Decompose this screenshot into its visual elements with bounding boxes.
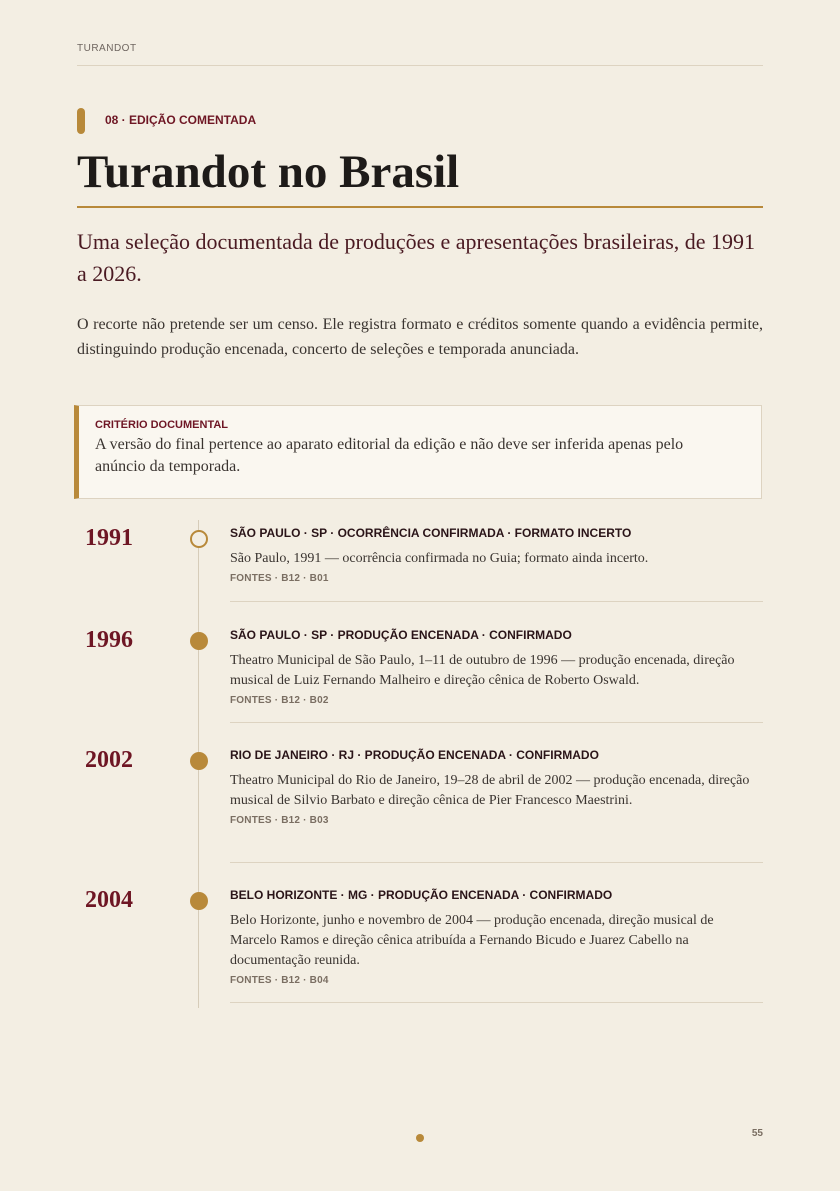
timeline-marker-hollow [190, 530, 208, 548]
event-description: São Paulo, 1991 — ocorrência confirmada no Guia; formato ainda incerto. [230, 551, 649, 566]
event-sources: FONTES · B12 · B02 [230, 695, 329, 706]
event-divider [230, 862, 763, 863]
event-year: 2004 [85, 887, 133, 913]
event-description: Theatro Municipal de São Paulo, 1–11 de outubro de 1996 — produção encenada, direção musical de Luiz Fernando Malheiro e direção cênica de Roberto Oswald. [230, 653, 735, 688]
section-kicker: 08 · EDIÇÃO COMENTADA [105, 113, 257, 127]
callout-text: A versão do final pertence ao aparato editorial da edição e não deve ser inferida apenas pelo anúncio da temporada. [95, 436, 684, 475]
page-subtitle: Uma seleção documentada de produções e apresentações brasileiras, de 1991 a 2026. [77, 229, 756, 286]
event-heading: SÃO PAULO · SP · PRODUÇÃO ENCENADA · CONFIRMADO [230, 628, 572, 642]
event-body [230, 747, 763, 826]
event-year: 1996 [85, 627, 133, 653]
timeline-marker-filled [190, 632, 208, 650]
event-heading: SÃO PAULO · SP · OCORRÊNCIA CONFIRMADA · FORMATO INCERTO [230, 526, 632, 540]
event-year: 1991 [85, 525, 133, 551]
page-title: Turandot no Brasil [77, 146, 460, 198]
timeline-marker-filled [190, 752, 208, 770]
event-body [230, 525, 763, 584]
event-sources: FONTES · B12 · B03 [230, 815, 329, 826]
event-sources: FONTES · B12 · B01 [230, 573, 329, 584]
event-divider [230, 722, 763, 723]
timeline-marker-filled [190, 892, 208, 910]
running-header: TURANDOT [77, 43, 137, 54]
title-divider [77, 206, 763, 208]
page-number: 55 [751, 1128, 763, 1139]
event-description: Belo Horizonte, junho e novembro de 2004 — produção encenada, direção musical de Marcelo Ramos e direção cênica atribuída a Fernando Bicudo e Juarez Cabello na documentação reunida. [230, 913, 714, 968]
footer-ornament [416, 1134, 424, 1142]
event-description: Theatro Municipal do Rio de Janeiro, 19–28 de abril de 2002 — produção encenada, direção musical de Silvio Barbato e direção cênica de Pier Francesco Maestrini. [230, 773, 750, 808]
intro-paragraph: O recorte não pretende ser um censo. Ele registra formato e créditos somente quando a evidência permite, distinguindo produção encenada, concerto de seleções e temporada anunciada. [77, 316, 763, 358]
event-sources: FONTES · B12 · B04 [230, 975, 329, 986]
criteria-callout [74, 405, 762, 499]
header-divider [77, 65, 763, 66]
event-heading: RIO DE JANEIRO · RJ · PRODUÇÃO ENCENADA · CONFIRMADO [230, 748, 599, 762]
kicker-marker [77, 108, 85, 134]
event-body [230, 627, 763, 706]
event-year: 2002 [85, 747, 133, 773]
event-divider [230, 601, 763, 602]
callout-label: CRITÉRIO DOCUMENTAL [95, 419, 229, 431]
event-heading: BELO HORIZONTE · MG · PRODUÇÃO ENCENADA · CONFIRMADO [230, 888, 613, 902]
event-divider [230, 1002, 763, 1003]
event-body [230, 887, 763, 986]
